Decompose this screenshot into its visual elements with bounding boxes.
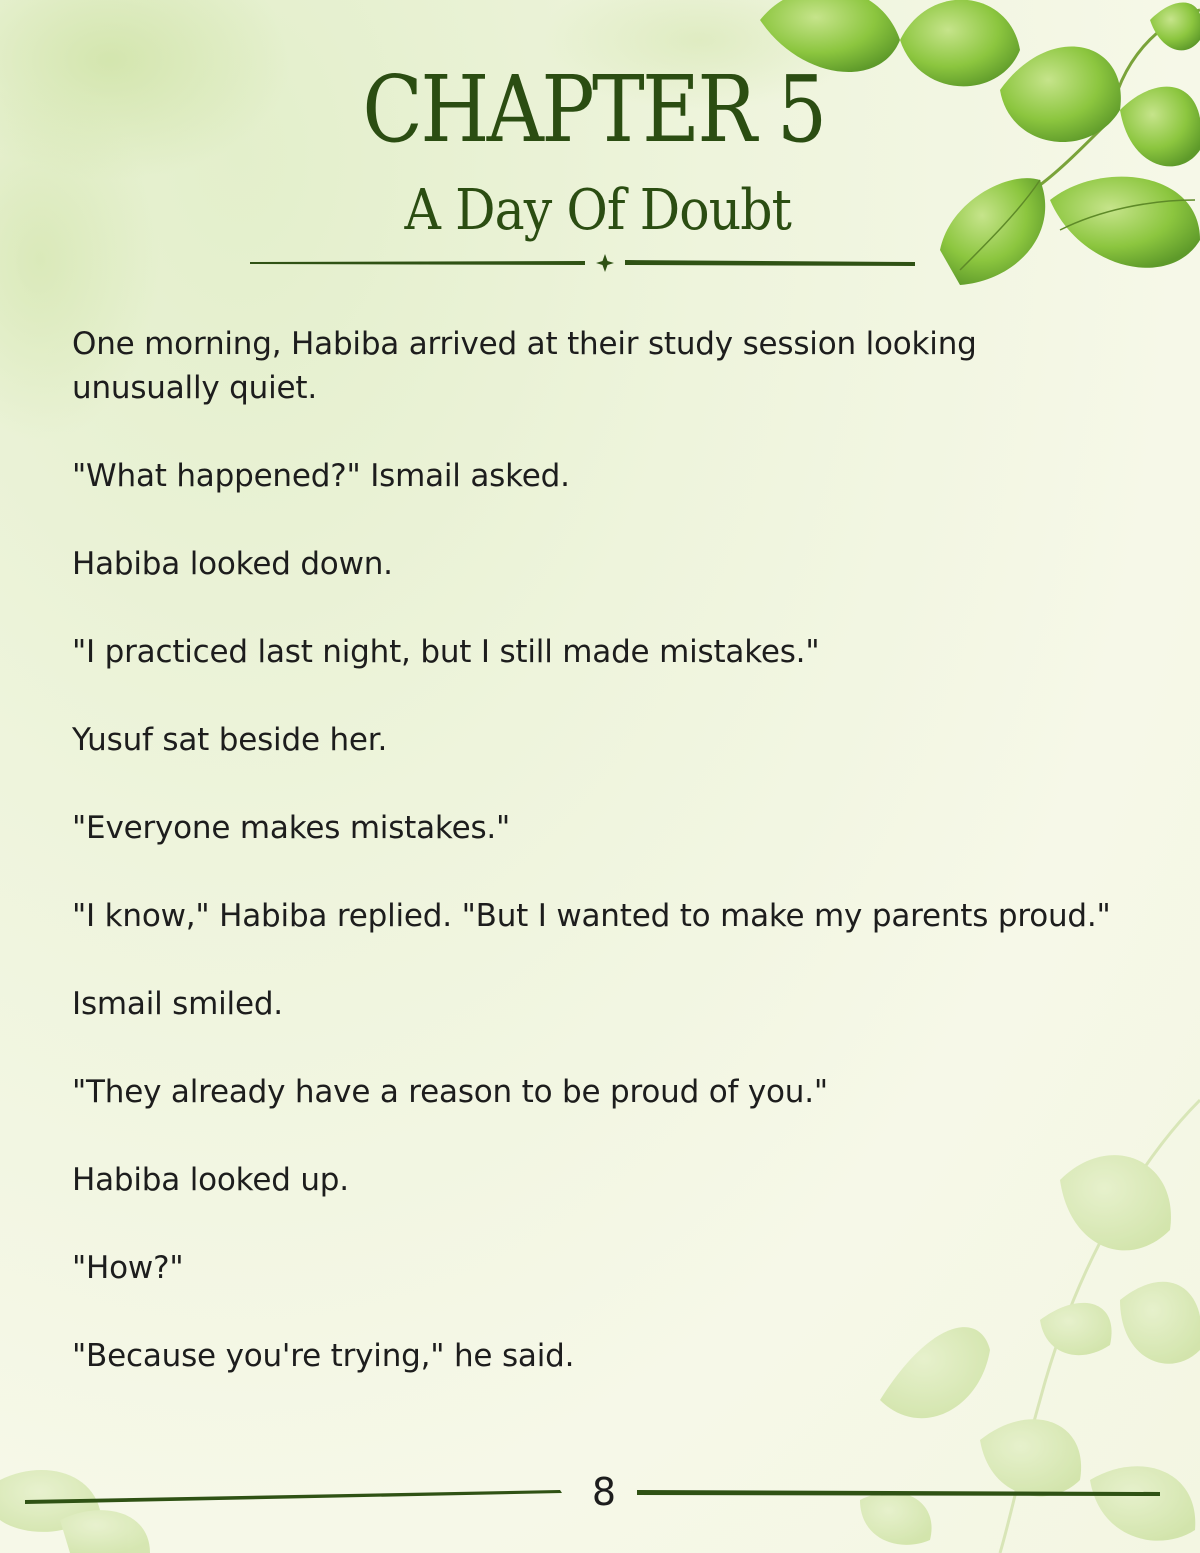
- page-number: 8: [591, 1470, 617, 1514]
- paragraph: Habiba looked up.: [72, 1162, 349, 1198]
- story-text: [72, 322, 1112, 1422]
- paragraph: Yusuf sat beside her.: [72, 722, 388, 758]
- paragraph: Habiba looked down.: [72, 546, 393, 582]
- paragraph: "I practiced last night, but I still made mistakes.": [72, 634, 820, 670]
- chapter-subtitle: A Day Of Doubt: [404, 178, 791, 243]
- paragraph: Ismail smiled.: [72, 986, 283, 1022]
- divider-star-icon: [596, 254, 614, 272]
- title-divider: [250, 252, 915, 274]
- paragraph: "What happened?" Ismail asked.: [72, 458, 570, 494]
- paragraph: "How?": [72, 1250, 184, 1286]
- paragraph: "Because you're trying," he said.: [72, 1338, 575, 1374]
- paragraph: "They already have a reason to be proud of you.": [72, 1074, 828, 1110]
- chapter-title: CHAPTER 5: [362, 56, 825, 163]
- paragraph: One morning, Habiba arrived at their study session looking unusually quiet.: [72, 326, 977, 406]
- paragraph: "Everyone makes mistakes.": [72, 810, 511, 846]
- paragraph: "I know," Habiba replied. "But I wanted to make my parents proud.": [72, 898, 1111, 934]
